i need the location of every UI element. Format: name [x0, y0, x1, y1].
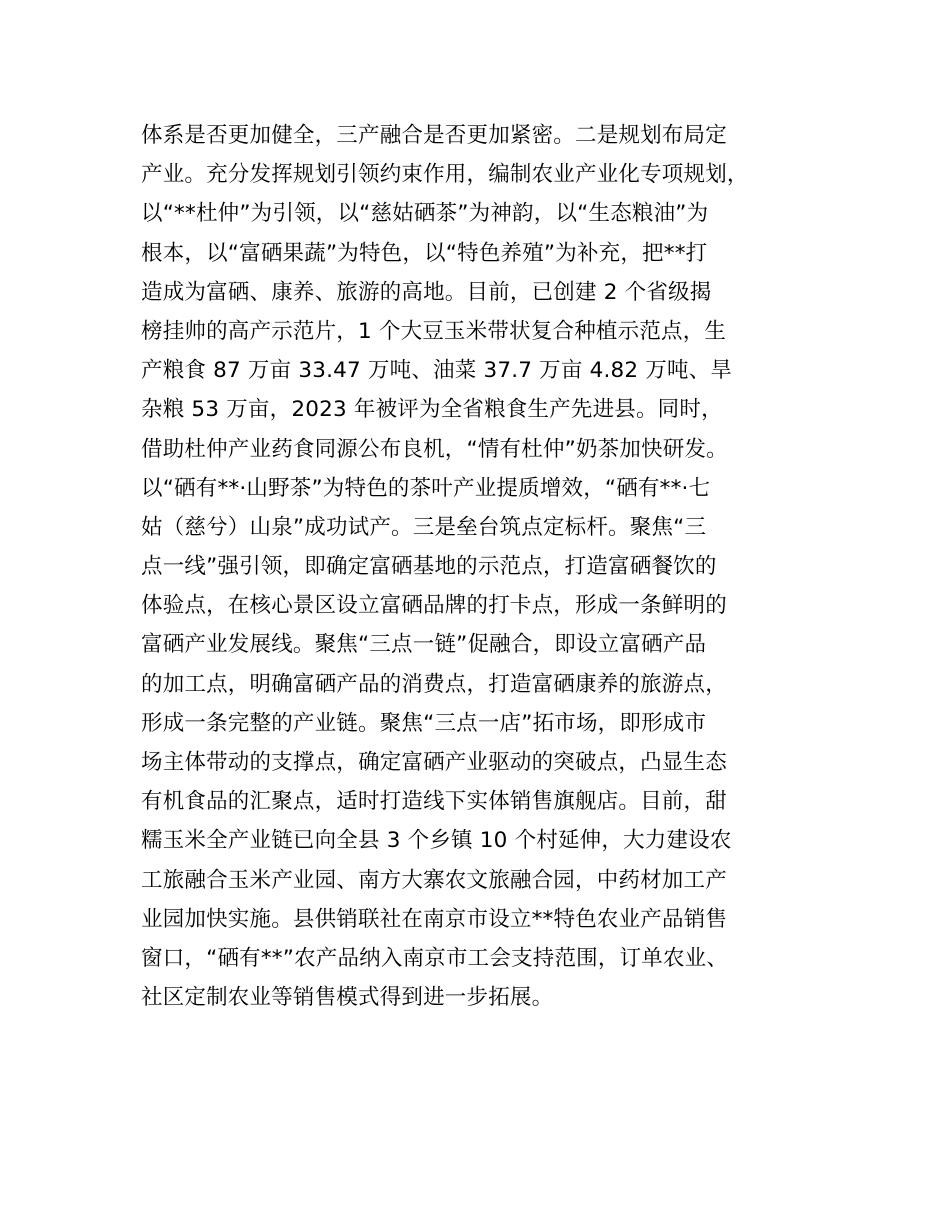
text-line: 借助杜仲产业药食同源公布良机，“情有杜仲”奶茶加快研发。 — [141, 436, 728, 462]
text-line: 工旅融合玉米产业园、南方大寨农文旅融合园，中药材加工产 — [141, 867, 727, 893]
text-line: 产业。充分发挥规划引领约束作用，编制农业产业化专项规划， — [141, 162, 749, 188]
text-line: 以“硒有**·山野茶”为特色的茶叶产业提质增效，“硒有**·七 — [141, 475, 711, 501]
text-line: 根本，以“富硒果蔬”为特色，以“特色养殖”为补充，把**打 — [141, 240, 708, 266]
text-line: 有机食品的汇聚点，适时打造线下实体销售旗舰店。目前，甜 — [141, 789, 727, 815]
text-line: 姑（慈兮）山泉”成功试产。三是垒台筑点定标杆。聚焦“三 — [141, 514, 707, 540]
text-line: 形成一条完整的产业链。聚焦“三点一店”拓市场，即形成市 — [141, 710, 707, 736]
text-line: 榜挂帅的高产示范片，1 个大豆玉米带状复合种植示范点，生 — [141, 318, 727, 344]
text-line: 社区定制农业等销售模式得到进一步拓展。 — [141, 985, 554, 1011]
text-line: 场主体带动的支撑点，确定富硒产业驱动的突破点，凸显生态 — [141, 750, 727, 775]
text-line: 富硒产业发展线。聚焦“三点一链”促融合，即设立富硒产品 — [141, 632, 707, 658]
text-line: 体验点，在核心景区设立富硒品牌的打卡点，形成一条鲜明的 — [141, 593, 727, 619]
text-line: 业园加快实施。县供销联社在南京市设立**特色农业产品销售 — [141, 906, 728, 932]
body-paragraph — [141, 116, 841, 1017]
text-line: 的加工点，明确富硒产品的消费点，打造富硒康养的旅游点， — [141, 671, 727, 697]
text-line: 杂粮 53 万亩，2023 年被评为全省粮食生产先进县。同时， — [141, 397, 723, 423]
text-line: 体系是否更加健全，三产融合是否更加紧密。二是规划布局定 — [141, 123, 727, 148]
text-line: 糯玉米全产业链已向全县 3 个乡镇 10 个村延伸，大力建设农 — [141, 828, 732, 854]
text-line: 造成为富硒、康养、旅游的高地。目前，已创建 2 个省级揭 — [141, 279, 712, 305]
text-line: 以“**杜仲”为引领，以“慈姑硒茶”为神韵，以“生态粮油”为 — [141, 201, 709, 227]
text-line: 产粮食 87 万亩 33.47 万吨、油菜 37.7 万亩 4.82 万吨、旱 — [141, 358, 733, 384]
text-line: 点一线”强引领，即确定富硒基地的示范点，打造富硒餐饮的 — [141, 554, 717, 580]
text-line: 窗口，“硒有**”农产品纳入南京市工会支持范围，订单农业、 — [141, 945, 729, 971]
